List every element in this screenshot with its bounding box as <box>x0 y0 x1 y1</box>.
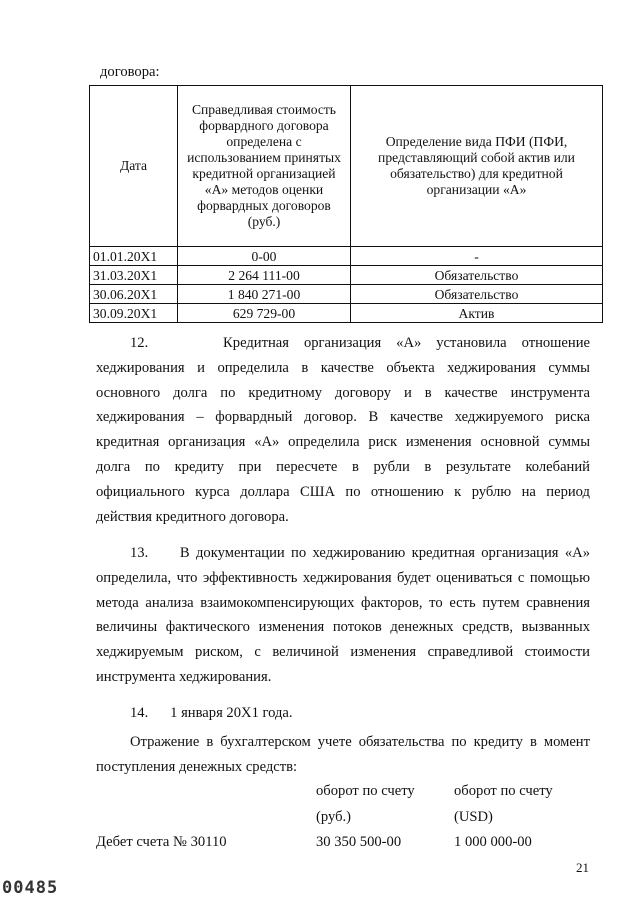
table-row <box>90 304 603 323</box>
paragraph-line: поступления денежных средств: <box>96 758 298 775</box>
paragraph-line: величины фактического изменения потоков денежных средств, вызванных <box>96 619 590 636</box>
page-number: 21 <box>576 860 589 875</box>
cell-date: 31.03.20X1 <box>90 266 178 285</box>
paragraph-line: инструмента хеджирования. <box>96 668 272 685</box>
paragraph-line: 13. В документации по хеджированию кредитная организация «А» <box>130 545 590 561</box>
paragraph-line: официального курса доллара США по отношению к рублю на период <box>96 483 590 500</box>
table-header-row <box>90 86 603 247</box>
debit-account-label: Дебет счета № 30110 <box>96 834 227 850</box>
turnover-unit-1: (руб.) <box>316 809 352 825</box>
archive-stamp: 00485 <box>2 878 59 898</box>
paragraph-line: Отражение в бухгалтерском учете обязательства по кредиту в момент <box>130 734 590 750</box>
paragraph-line: метода анализа взаимокомпенсирующих факторов, то есть путем сравнения <box>96 594 590 611</box>
cell-fair-value: 2 264 111-00 <box>178 266 351 285</box>
paragraph-line: хеджирования и определила в качестве объекта хеджирования суммы <box>96 359 590 376</box>
cell-fair-value: 1 840 271-00 <box>178 285 351 304</box>
cell-fair-value: 629 729-00 <box>178 304 351 323</box>
cell-pfi-type: Обязательство <box>351 285 603 304</box>
header-date: Дата <box>90 86 178 247</box>
paragraph-line: хеджирования – форвардный договор. В качестве хеджируемого риска <box>96 409 590 426</box>
table-row <box>90 285 603 304</box>
cell-pfi-type: Обязательство <box>351 266 603 285</box>
cell-pfi-type: - <box>351 247 603 266</box>
table-row <box>90 266 603 285</box>
debit-value-usd: 1 000 000-00 <box>454 834 532 850</box>
cell-pfi-type: Актив <box>351 304 603 323</box>
paragraph-line: действия кредитного договора. <box>96 508 289 525</box>
cell-fair-value: 0-00 <box>178 247 351 266</box>
paragraph-13 <box>96 541 590 690</box>
paragraph-line: хеджируемым риском, с величиной изменения справедливой стоимости <box>96 644 590 661</box>
paragraph-line: кредитная организация «А» определила риск изменения основной суммы <box>96 434 590 451</box>
fair-value-table <box>89 85 603 323</box>
paragraph-line: определила, что эффективность хеджирования будет оцениваться с помощью <box>96 569 590 586</box>
cell-date: 30.06.20X1 <box>90 285 178 304</box>
paragraph-12 <box>96 331 590 529</box>
turnover-header-1: оборот по счету <box>316 783 415 799</box>
paragraph-line: долга по кредиту при пересчете в рубли в результате колебаний <box>96 458 590 475</box>
intro-text: договора: <box>100 64 160 80</box>
cell-date: 01.01.20X1 <box>90 247 178 266</box>
reflect-paragraph <box>96 730 590 780</box>
turnover-unit-2: (USD) <box>454 809 493 825</box>
debit-value-rub: 30 350 500-00 <box>316 834 402 850</box>
turnover-header-2: оборот по счету <box>454 783 553 799</box>
paragraph-line: основного долга по кредитному договору и в качестве инструмента <box>96 384 590 401</box>
table-row <box>90 247 603 266</box>
paragraph-14: 14. 1 января 20Х1 года. <box>130 705 293 721</box>
paragraph-line: 12. Кредитная организация «А» установила отношение <box>130 335 590 351</box>
cell-date: 30.09.20X1 <box>90 304 178 323</box>
header-fair-value: Справедливая стоимость форвардного договора определена с использованием принятых кредитной организацией «А» методов оценки форвардных договоров (руб.) <box>178 86 351 247</box>
header-pfi-type: Определение вида ПФИ (ПФИ, представляющий собой актив или обязательство) для кредитной организации «А» <box>351 86 603 247</box>
